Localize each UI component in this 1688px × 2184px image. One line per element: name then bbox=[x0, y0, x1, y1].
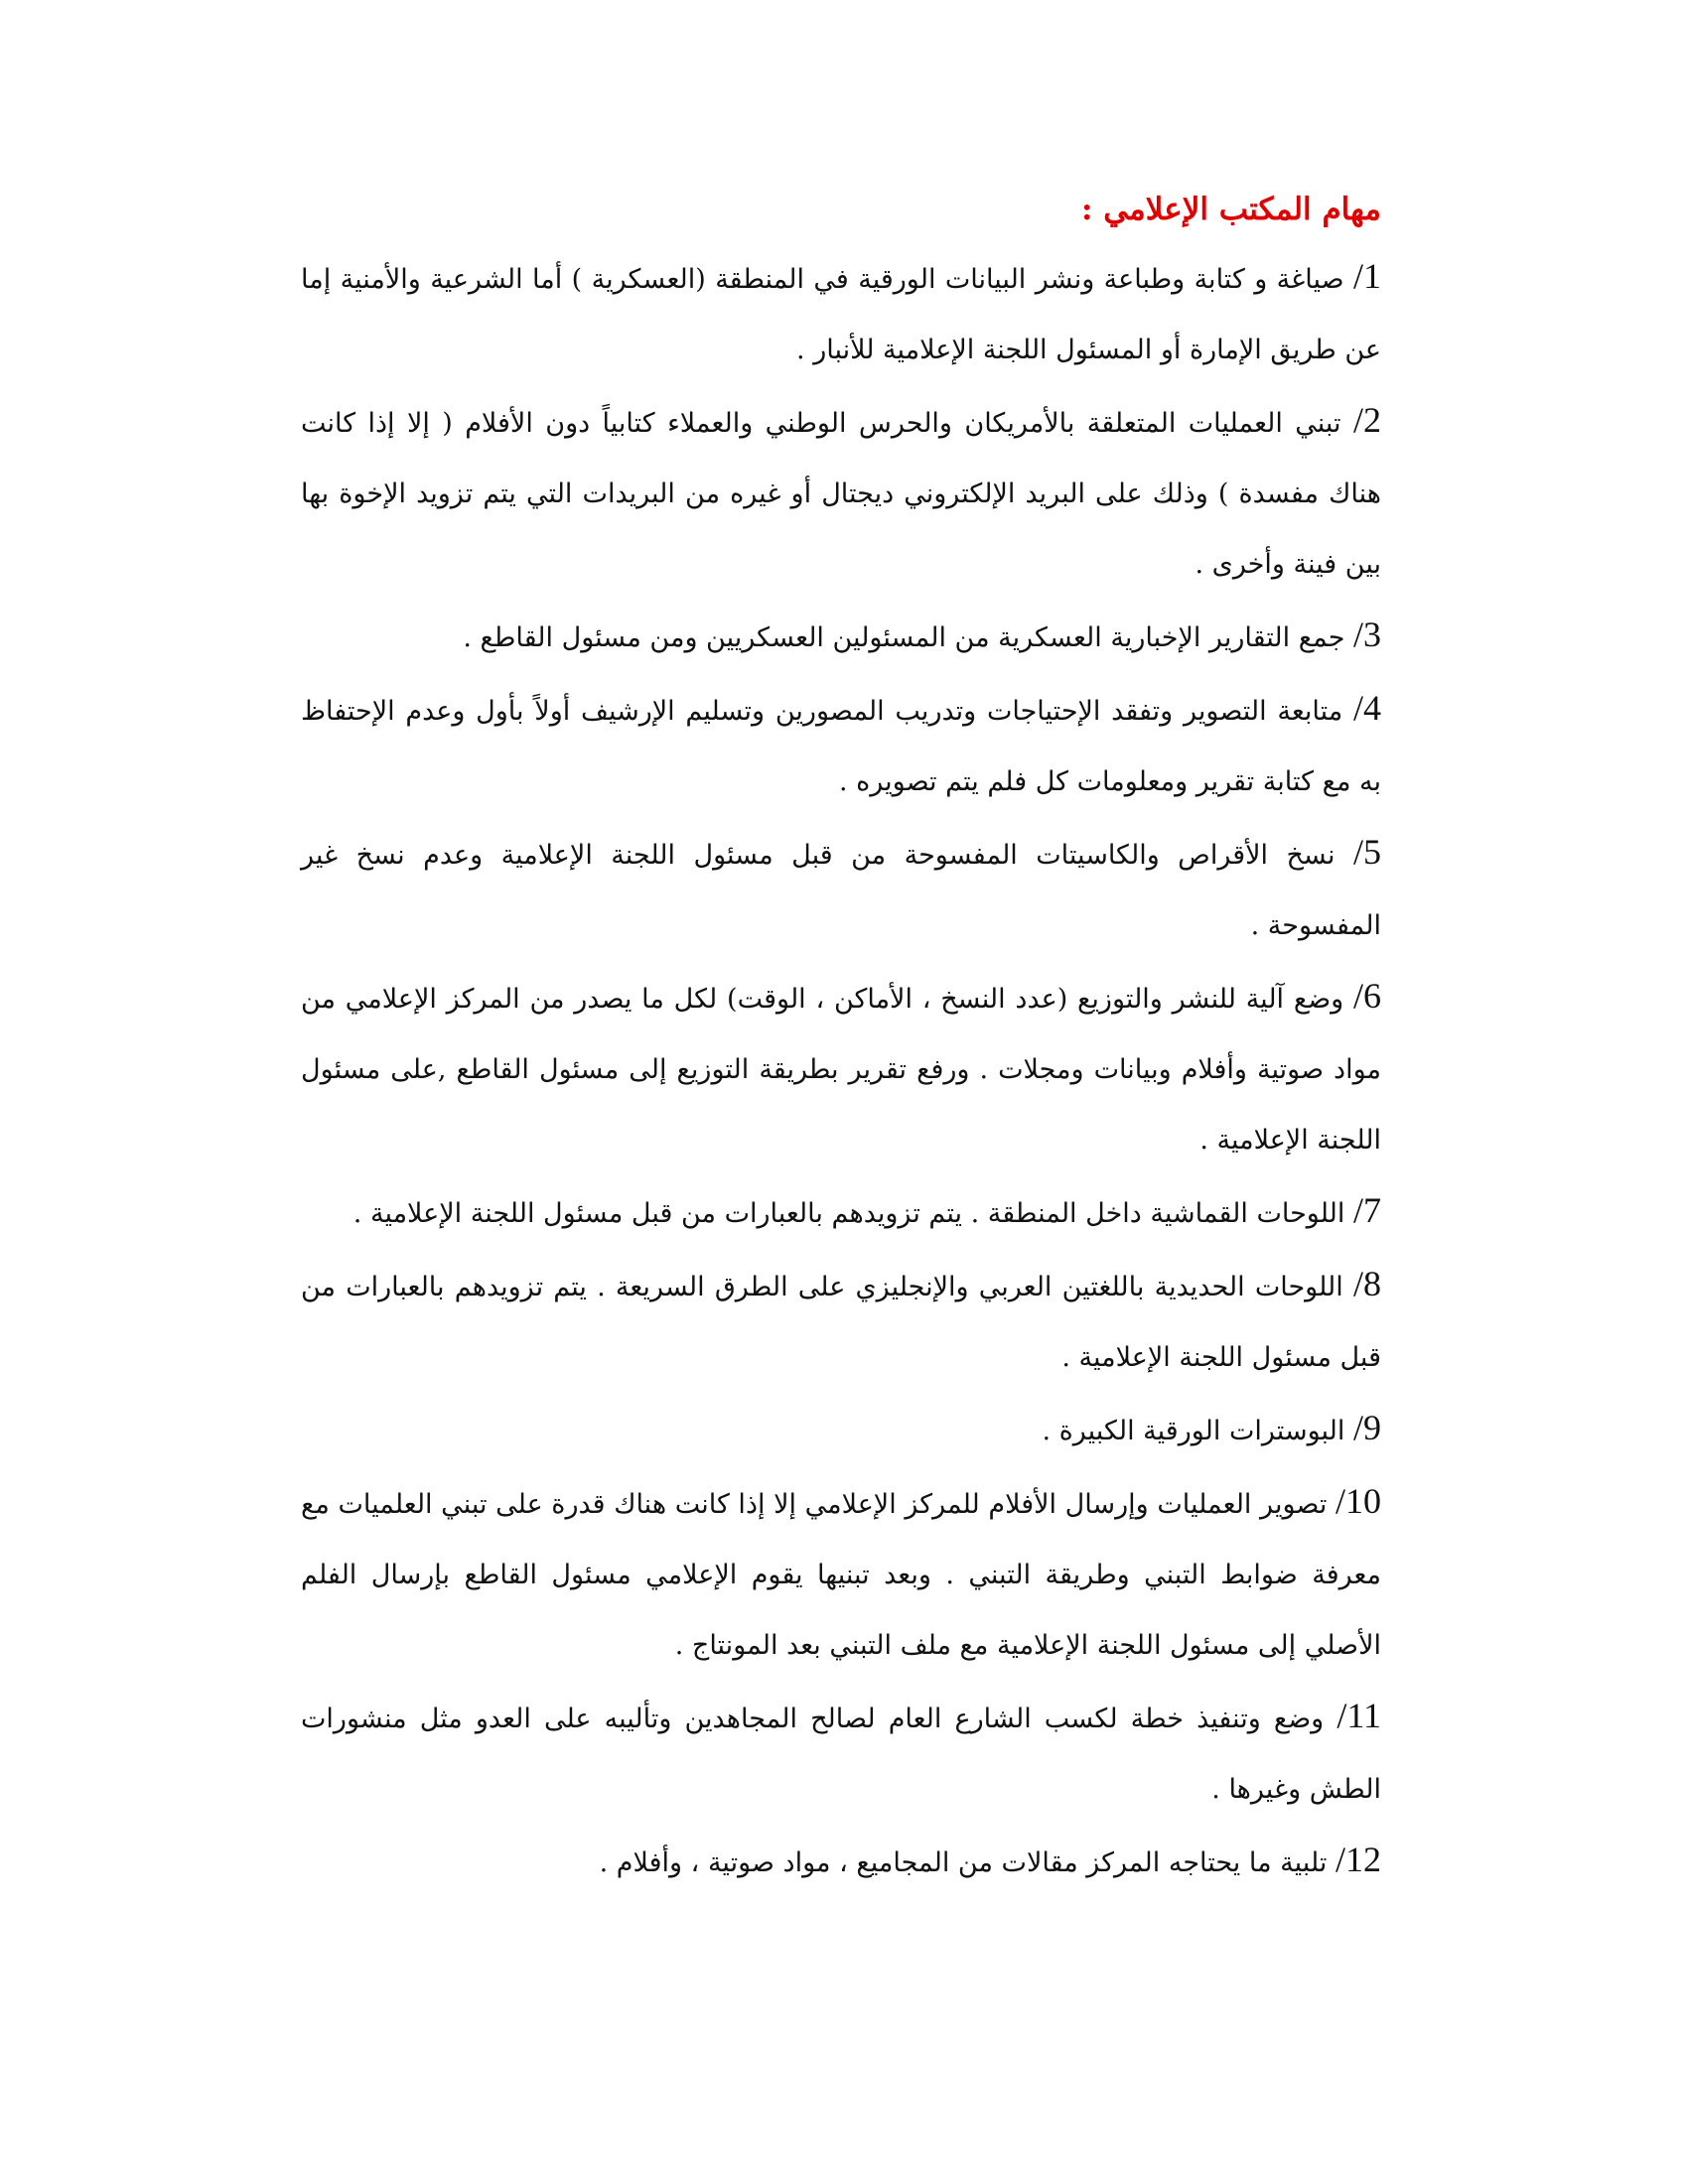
item-number: 10/ bbox=[1335, 1481, 1381, 1521]
item-text: تصوير العمليات وإرسال الأفلام للمركز الإعلامي إلا إذا كانت هناك قدرة على تبني العلميات مع معرفة ضوابط التبني وطريقة التبني . وبعد تبنيها يقوم الإعلامي مسئول القاطع بإرسال الفلم الأصلي إلى مسئول اللجنة الإعلامية مع ملف التبني بعد المونتاج . bbox=[301, 1489, 1381, 1661]
item-number: 11/ bbox=[1336, 1696, 1381, 1735]
list-item bbox=[301, 1393, 1381, 1466]
item-text: متابعة التصوير وتفقد الإحتياجات وتدريب المصورين وتسليم الإرشيف أولاً بأول وعدم الإحتفاظ به مع كتابة تقرير ومعلومات كل فلم يتم تصويره . bbox=[301, 696, 1381, 797]
document-page bbox=[301, 184, 1381, 1898]
item-number: 1/ bbox=[1352, 256, 1381, 296]
item-text: نسخ الأقراص والكاسيتات المفسوحة من قبل مسئول اللجنة الإعلامية وعدم نسخ غير المفسوحة . bbox=[301, 840, 1381, 941]
list-item bbox=[301, 961, 1381, 1175]
item-number: 9/ bbox=[1352, 1408, 1381, 1447]
item-text: تبني العمليات المتعلقة بالأمريكان والحرس الوطني والعملاء كتابياً دون الأفلام ( إلا إذا كانت هناك مفسدة ) وذلك على البريد الإلكتروني ديجتال أو غيره من البريدات التي يتم تزويد الإخوة بها بين فينة وأخرى . bbox=[301, 408, 1381, 580]
item-text: وضع آلية للنشر والتوزيع (عدد النسخ ، الأماكن ، الوقت) لكل ما يصدر من المركز الإعلامي من مواد صوتية وأفلام وبيانات ومجلات . ورفع تقرير بطريقة التوزيع إلى مسئول القاطع ,على مسئول اللجنة الإعلامية . bbox=[301, 984, 1381, 1156]
list-item bbox=[301, 385, 1381, 600]
list-item bbox=[301, 1466, 1381, 1681]
list-item bbox=[301, 673, 1381, 817]
page-title: مهام المكتب الإعلامي : bbox=[1081, 192, 1381, 227]
item-number: 6/ bbox=[1352, 976, 1381, 1016]
list-item bbox=[301, 1249, 1381, 1393]
list-item bbox=[301, 600, 1381, 673]
item-number: 5/ bbox=[1352, 832, 1381, 872]
item-number: 8/ bbox=[1352, 1264, 1381, 1303]
item-text: تلبية ما يحتاجه المركز مقالات من المجاميع ، مواد صوتية ، وأفلام . bbox=[599, 1847, 1336, 1878]
item-number: 4/ bbox=[1352, 688, 1381, 728]
list-item bbox=[301, 241, 1381, 385]
item-number: 12/ bbox=[1335, 1840, 1381, 1879]
list-item bbox=[301, 1825, 1381, 1898]
list-item bbox=[301, 1175, 1381, 1249]
item-text: البوسترات الورقية الكبيرة . bbox=[1042, 1416, 1353, 1446]
item-number: 7/ bbox=[1352, 1190, 1381, 1230]
item-text: جمع التقارير الإخبارية العسكرية من المسئولين العسكريين ومن مسئول القاطع . bbox=[463, 622, 1353, 653]
item-text: اللوحات القماشية داخل المنطقة . يتم تزويدهم بالعبارات من قبل مسئول اللجنة الإعلامية . bbox=[352, 1198, 1353, 1229]
item-number: 3/ bbox=[1352, 614, 1381, 654]
item-text: صياغة و كتابة وطباعة ونشر البيانات الورقية في المنطقة (العسكرية ) أما الشرعية والأمنية إما عن طريق الإمارة أو المسئول اللجنة الإعلامية للأنبار . bbox=[301, 264, 1381, 365]
list-item bbox=[301, 1681, 1381, 1825]
item-text: اللوحات الحديدية باللغتين العربي والإنجليزي على الطرق السريعة . يتم تزويدهم بالعبارات من قبل مسئول اللجنة الإعلامية . bbox=[301, 1272, 1381, 1373]
item-text: وضع وتنفيذ خطة لكسب الشارع العام لصالح المجاهدين وتأليبه على العدو مثل منشورات الطش وغيرها . bbox=[301, 1704, 1381, 1805]
item-number: 2/ bbox=[1352, 400, 1381, 440]
list-item bbox=[301, 817, 1381, 961]
